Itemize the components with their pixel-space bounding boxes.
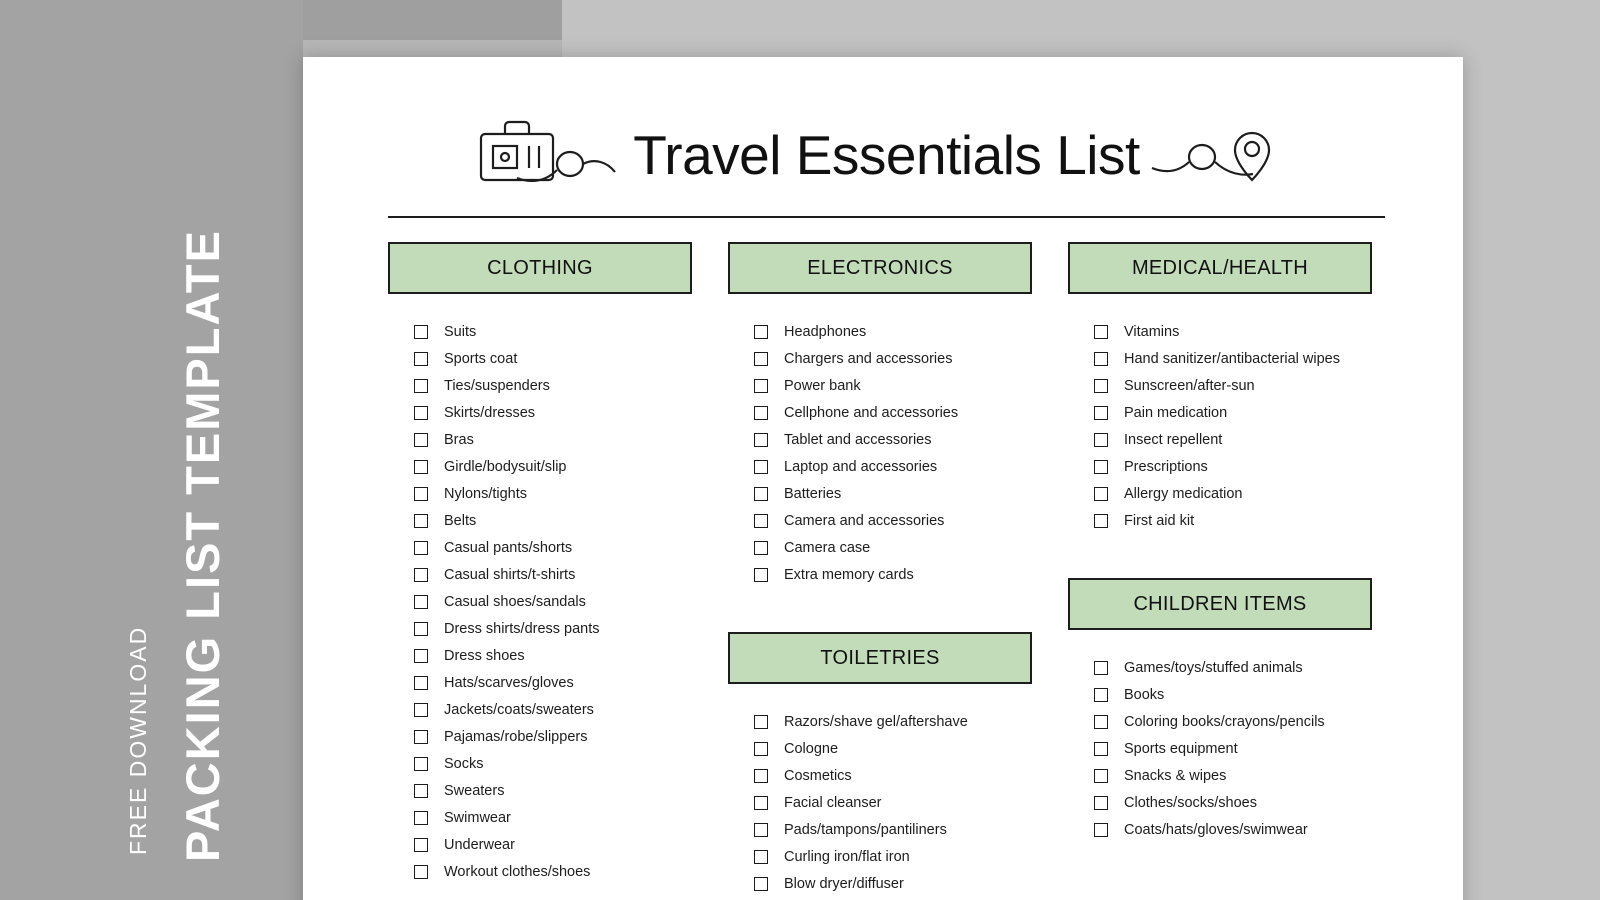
checkbox[interactable] [414, 865, 428, 879]
list-item[interactable] [414, 372, 692, 399]
list-item[interactable] [754, 399, 1032, 426]
item-label: Insect repellent [1124, 431, 1223, 448]
list-item[interactable] [414, 480, 692, 507]
list-item[interactable] [754, 870, 1032, 897]
list-item[interactable] [414, 534, 692, 561]
section-title: ELECTRONICS [807, 256, 953, 279]
checkbox[interactable] [754, 568, 768, 582]
checkbox[interactable] [754, 460, 768, 474]
list-item[interactable] [414, 831, 692, 858]
checkbox[interactable] [414, 730, 428, 744]
list-item[interactable] [1094, 654, 1372, 681]
item-label: Facial cleanser [784, 794, 882, 811]
item-label: Blow dryer/diffuser [784, 875, 904, 892]
list-item[interactable] [754, 708, 1032, 735]
sidebar-branding [0, 0, 303, 900]
item-label: Underwear [444, 836, 515, 853]
item-label: Sweaters [444, 782, 505, 799]
item-label: Prescriptions [1124, 458, 1208, 475]
item-label: Workout clothes/shoes [444, 863, 591, 880]
checkbox[interactable] [414, 811, 428, 825]
item-label: Skirts/dresses [444, 404, 536, 421]
section-title: MEDICAL/HEALTH [1131, 256, 1309, 279]
item-label: Belts [444, 512, 477, 529]
item-label: Extra memory cards [784, 566, 914, 583]
checkbox[interactable] [414, 703, 428, 717]
list-item[interactable] [754, 345, 1032, 372]
checkbox[interactable] [414, 757, 428, 771]
checkbox[interactable] [754, 877, 768, 891]
item-label: Headphones [784, 323, 867, 340]
list-item[interactable] [1094, 399, 1372, 426]
checkbox[interactable] [1094, 487, 1108, 501]
item-label: Bras [444, 431, 474, 448]
checkbox[interactable] [414, 784, 428, 798]
checkbox[interactable] [1094, 406, 1108, 420]
checklist-electronics [728, 318, 1032, 588]
list-item[interactable] [414, 858, 692, 885]
list-item[interactable] [1094, 372, 1372, 399]
checkbox[interactable] [414, 676, 428, 690]
item-label: Cosmetics [784, 767, 852, 784]
checkbox[interactable] [754, 715, 768, 729]
checkbox[interactable] [754, 379, 768, 393]
item-label: Sports equipment [1124, 740, 1238, 757]
item-label: Power bank [784, 377, 861, 394]
item-label: Camera and accessories [784, 512, 945, 529]
checkbox[interactable] [754, 541, 768, 555]
item-label: Girdle/bodysuit/slip [444, 458, 567, 475]
item-label: Sunscreen/after-sun [1124, 377, 1255, 394]
item-label: Pajamas/robe/slippers [444, 728, 588, 745]
item-label: Books [1124, 686, 1165, 703]
item-label: Pain medication [1124, 404, 1228, 421]
list-item[interactable] [754, 534, 1032, 561]
list-item[interactable] [754, 372, 1032, 399]
checkbox[interactable] [414, 568, 428, 582]
checkbox[interactable] [1094, 379, 1108, 393]
list-item[interactable] [1094, 507, 1372, 534]
checkbox[interactable] [1094, 823, 1108, 837]
list-item[interactable] [754, 789, 1032, 816]
checkbox[interactable] [1094, 742, 1108, 756]
checkbox[interactable] [754, 796, 768, 810]
list-item[interactable] [1094, 762, 1372, 789]
item-label: Razors/shave gel/aftershave [784, 713, 968, 730]
section-header-clothing [388, 242, 692, 294]
page-title: Travel Essentials List [633, 123, 1140, 186]
sidebar-main-text: PACKING LIST TEMPLATE [176, 229, 229, 862]
list-item[interactable] [1094, 480, 1372, 507]
checkbox[interactable] [754, 352, 768, 366]
checkbox[interactable] [1094, 433, 1108, 447]
item-label: Hand sanitizer/antibacterial wipes [1124, 350, 1340, 367]
item-label: Casual shirts/t-shirts [444, 566, 576, 583]
checkbox[interactable] [1094, 769, 1108, 783]
list-item[interactable] [754, 507, 1032, 534]
checkbox[interactable] [754, 433, 768, 447]
list-item[interactable] [414, 561, 692, 588]
checkbox[interactable] [414, 838, 428, 852]
checkbox[interactable] [1094, 796, 1108, 810]
checkbox[interactable] [754, 850, 768, 864]
item-label: Dress shoes [444, 647, 525, 664]
checkbox[interactable] [1094, 715, 1108, 729]
checklist-medical-health [1068, 318, 1372, 534]
location-pin-icon [1150, 112, 1300, 197]
checkbox[interactable] [414, 379, 428, 393]
background-panel-top-strip [303, 0, 562, 40]
checkbox[interactable] [414, 406, 428, 420]
list-item[interactable] [414, 507, 692, 534]
section-header-electronics [728, 242, 1032, 294]
checklist-clothing [388, 318, 692, 885]
item-label: Cellphone and accessories [784, 404, 959, 421]
list-item[interactable] [414, 399, 692, 426]
list-item[interactable] [414, 669, 692, 696]
list-item[interactable] [414, 426, 692, 453]
checkbox[interactable] [414, 325, 428, 339]
checkbox[interactable] [414, 433, 428, 447]
checklist-children-items [1068, 654, 1372, 843]
section-title: CHILDREN ITEMS [1133, 592, 1307, 615]
list-item[interactable] [414, 723, 692, 750]
checkbox[interactable] [754, 769, 768, 783]
section-header-medical-health [1068, 242, 1372, 294]
list-item[interactable] [414, 642, 692, 669]
list-item[interactable] [754, 843, 1032, 870]
column-medical-children [1068, 242, 1372, 897]
item-label: Cologne [784, 740, 839, 757]
list-item[interactable] [414, 345, 692, 372]
checkbox[interactable] [1094, 514, 1108, 528]
checkbox[interactable] [414, 460, 428, 474]
list-item[interactable] [754, 735, 1032, 762]
checkbox[interactable] [1094, 661, 1108, 675]
suitcase-icon [473, 112, 623, 197]
checkbox[interactable] [754, 406, 768, 420]
list-item[interactable] [1094, 453, 1372, 480]
list-item[interactable] [754, 453, 1032, 480]
item-label: Nylons/tights [444, 485, 528, 502]
list-item[interactable] [414, 804, 692, 831]
item-label: Socks [444, 755, 484, 772]
list-item[interactable] [754, 561, 1032, 588]
section-header-children-items [1068, 578, 1372, 630]
list-item[interactable] [414, 777, 692, 804]
item-label: Ties/suspenders [444, 377, 550, 394]
checkbox[interactable] [414, 622, 428, 636]
list-item[interactable] [1094, 345, 1372, 372]
checkbox[interactable] [414, 541, 428, 555]
checkbox[interactable] [1094, 352, 1108, 366]
list-item[interactable] [414, 318, 692, 345]
checkbox[interactable] [754, 823, 768, 837]
list-item[interactable] [1094, 789, 1372, 816]
section-title: TOILETRIES [820, 646, 940, 669]
checkbox[interactable] [754, 514, 768, 528]
section-title: CLOTHING [487, 256, 593, 279]
list-item[interactable] [754, 816, 1032, 843]
list-item[interactable] [754, 762, 1032, 789]
item-label: Batteries [784, 485, 842, 502]
item-label: Clothes/socks/shoes [1124, 794, 1257, 811]
item-label: Casual shoes/sandals [444, 593, 586, 610]
list-item[interactable] [1094, 318, 1372, 345]
item-label: Allergy medication [1124, 485, 1243, 502]
item-label: Sports coat [444, 350, 518, 367]
list-item[interactable] [1094, 735, 1372, 762]
item-label: Snacks & wipes [1124, 767, 1227, 784]
item-label: Jackets/coats/sweaters [444, 701, 594, 718]
checkbox[interactable] [754, 487, 768, 501]
item-label: Curling iron/flat iron [784, 848, 910, 865]
list-item[interactable] [1094, 426, 1372, 453]
list-item[interactable] [414, 615, 692, 642]
item-label: Coats/hats/gloves/swimwear [1124, 821, 1308, 838]
list-item[interactable] [414, 453, 692, 480]
checkbox[interactable] [1094, 325, 1108, 339]
item-label: Chargers and accessories [784, 350, 953, 367]
item-label: Hats/scarves/gloves [444, 674, 574, 691]
section-header-toiletries [728, 632, 1032, 684]
checkbox[interactable] [754, 325, 768, 339]
checklist-columns [388, 242, 1385, 897]
item-label: Swimwear [444, 809, 511, 826]
checkbox[interactable] [414, 352, 428, 366]
item-label: Camera case [784, 539, 871, 556]
list-item[interactable] [754, 426, 1032, 453]
list-item[interactable] [754, 318, 1032, 345]
list-item[interactable] [414, 696, 692, 723]
item-label: Dress shirts/dress pants [444, 620, 600, 637]
document-sheet [303, 57, 1463, 900]
list-item[interactable] [754, 480, 1032, 507]
checkbox[interactable] [414, 514, 428, 528]
header-divider [388, 216, 1385, 218]
checklist-toiletries [728, 708, 1032, 897]
checkbox[interactable] [754, 742, 768, 756]
item-label: Vitamins [1124, 323, 1180, 340]
list-item[interactable] [1094, 816, 1372, 843]
item-label: Pads/tampons/pantiliners [784, 821, 947, 838]
item-label: Coloring books/crayons/pencils [1124, 713, 1325, 730]
checkbox[interactable] [1094, 688, 1108, 702]
document-header [388, 97, 1385, 212]
column-clothing [388, 242, 692, 897]
item-label: Laptop and accessories [784, 458, 938, 475]
list-item[interactable] [1094, 681, 1372, 708]
checkbox[interactable] [414, 649, 428, 663]
checkbox[interactable] [414, 595, 428, 609]
item-label: Tablet and accessories [784, 431, 932, 448]
list-item[interactable] [414, 588, 692, 615]
list-item[interactable] [1094, 708, 1372, 735]
checkbox[interactable] [414, 487, 428, 501]
item-label: Games/toys/stuffed animals [1124, 659, 1303, 676]
checkbox[interactable] [1094, 460, 1108, 474]
column-electronics-toiletries [728, 242, 1032, 897]
item-label: Suits [444, 323, 477, 340]
item-label: Casual pants/shorts [444, 539, 573, 556]
list-item[interactable] [414, 750, 692, 777]
item-label: First aid kit [1124, 512, 1195, 529]
sidebar-sub-text: FREE DOWNLOAD [125, 625, 151, 855]
